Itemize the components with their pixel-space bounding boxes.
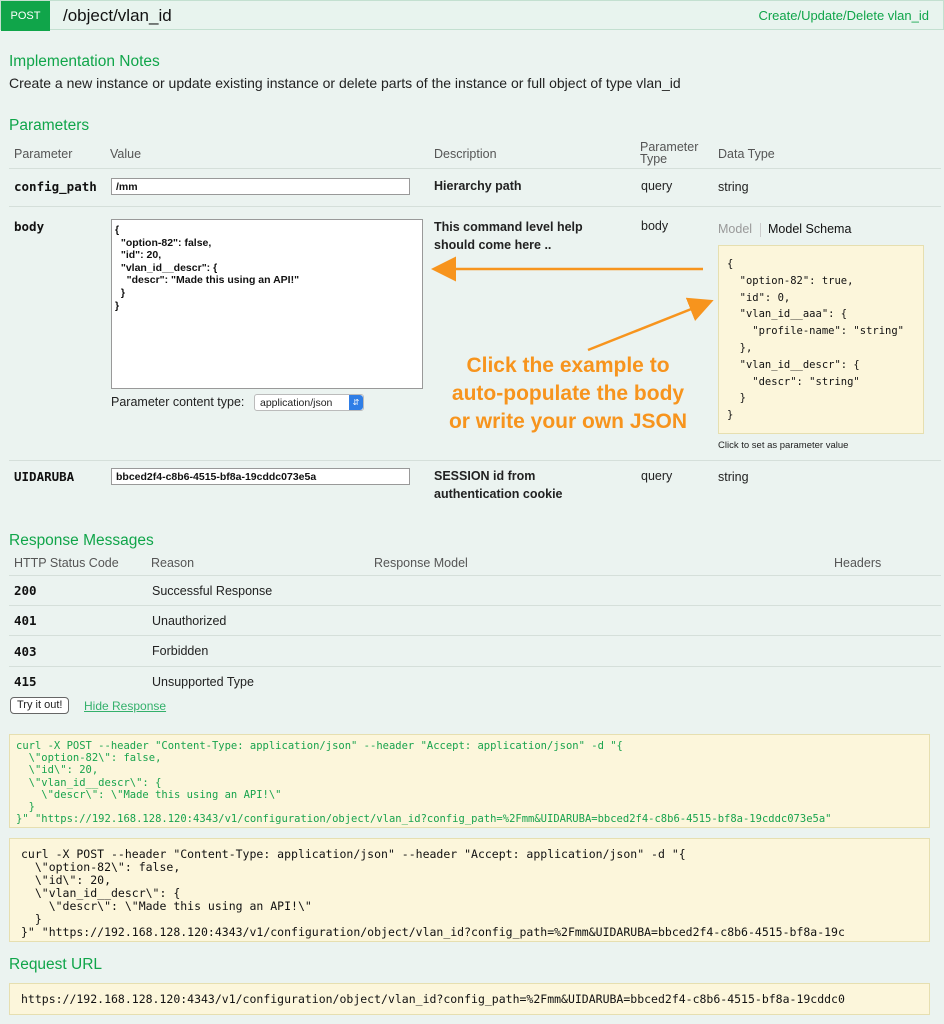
config-path-param-type: query [641, 179, 673, 193]
response-reason: Successful Response [152, 584, 273, 598]
response-code: 200 [14, 583, 37, 598]
response-messages-title: Response Messages [9, 532, 154, 549]
chevron-updown-icon: ⇵ [349, 395, 363, 410]
row-divider [9, 666, 941, 667]
config-path-data-type: string [718, 180, 749, 194]
tab-model-schema[interactable]: Model Schema [768, 222, 852, 236]
tab-model[interactable]: Model [718, 222, 753, 236]
config-path-input[interactable]: /mm [111, 178, 410, 195]
hide-response-link[interactable]: Hide Response [84, 699, 167, 713]
param-name-body: body [14, 219, 45, 234]
param-name-uidaruba: UIDARUBA [14, 469, 75, 484]
response-header-headers: Headers [834, 556, 882, 570]
curl-command-highlighted: curl -X POST --header "Content-Type: application/json" --header "Accept: application/json" -d "{ \"option-82\": false, \"id\": 20, \"vlan_id__descr\": { \"descr\": \"Made this using an API!\" } }" "https://192.168.128.120:4343/v1/configuration/object/vlan_id?config_path=%2Fmm&UIDARUBA=bbced2f4-c8b6-4515-bf8a-19cddc073e5a" [9, 734, 930, 828]
uidaruba-description-line1: SESSION id from [434, 469, 536, 483]
request-url-title: Request URL [9, 956, 103, 973]
response-code: 401 [14, 613, 37, 628]
response-code: 403 [14, 644, 37, 659]
endpoint-path[interactable]: /object/vlan_id [63, 6, 172, 25]
param-header-type-line2: Type [640, 152, 668, 166]
body-description-line1: This command level help [434, 220, 583, 234]
response-reason: Forbidden [152, 644, 209, 658]
curl-command: curl -X POST --header "Content-Type: application/json" --header "Accept: application/json" -d "{ \"option-82\": false, \"id\": 20, \"vlan_id__descr\": { \"descr\": \"Made this using an API!\" } }" "https://192.168.128.120:4343/v1/configuration/object/vlan_id?config_path=%2Fmm&UIDARUBA=bbced2f4-c8b6-4515-bf8a-19c [9, 838, 930, 942]
param-header-type-line1: Parameter [640, 140, 699, 154]
request-url-value: https://192.168.128.120:4343/v1/configuration/object/vlan_id?config_path=%2Fmm&UIDARUBA=bbced2f4-c8b6-4515-bf8a-19cddc0 [9, 983, 930, 1015]
row-divider [9, 460, 941, 461]
response-header-model: Response Model [374, 556, 468, 570]
uidaruba-param-type: query [641, 469, 673, 483]
param-header-datatype: Data Type [718, 147, 775, 161]
model-schema-example[interactable]: { "option-82": true, "id": 0, "vlan_id__aaa": { "profile-name": "string" }, "vlan_id__descr": { "descr": "string" } } [718, 245, 924, 434]
param-header-description: Description [434, 147, 497, 161]
config-path-description: Hierarchy path [434, 179, 522, 193]
uidaruba-description-line2: authentication cookie [434, 487, 563, 501]
implementation-notes-text: Create a new instance or update existing instance or delete parts of the instance or full object of type vlan_id [9, 75, 681, 91]
uidaruba-input[interactable]: bbced2f4-c8b6-4515-bf8a-19cddc073e5a [111, 468, 410, 485]
response-reason: Unsupported Type [152, 675, 254, 689]
schema-hint: Click to set as parameter value [718, 440, 849, 451]
param-header-parameter: Parameter [14, 147, 73, 161]
content-type-selected: application/json [260, 397, 333, 409]
annotation-line1: Click the example to [466, 354, 670, 377]
uidaruba-data-type: string [718, 470, 749, 484]
endpoint-summary[interactable]: Create/Update/Delete vlan_id [758, 8, 929, 23]
content-type-label: Parameter content type: [111, 395, 245, 409]
param-name-config-path: config_path [14, 179, 97, 194]
arrow-to-schema [588, 302, 709, 350]
method-badge: POST [1, 1, 50, 31]
annotation-line2: auto-populate the body [451, 382, 685, 405]
response-reason: Unauthorized [152, 614, 227, 628]
parameters-title: Parameters [9, 117, 90, 134]
row-divider [9, 575, 941, 576]
implementation-notes-title: Implementation Notes [9, 53, 160, 70]
response-code: 415 [14, 674, 37, 689]
annotation-callout [424, 352, 712, 436]
uidaruba-description [434, 467, 563, 503]
body-param-type: body [641, 219, 669, 233]
annotation-line3: or write your own JSON [448, 410, 688, 433]
row-divider [9, 605, 941, 606]
response-header-code: HTTP Status Code [14, 556, 119, 570]
response-header-reason: Reason [151, 556, 195, 570]
param-header-value: Value [110, 147, 142, 161]
body-textarea[interactable]: { "option-82": false, "id": 20, "vlan_id__descr": { "descr": "Made this using an API!" } } [111, 219, 423, 389]
try-it-out-button[interactable]: Try it out! [10, 697, 69, 714]
body-description-line2: should come here .. [434, 238, 552, 252]
row-divider [9, 635, 941, 636]
